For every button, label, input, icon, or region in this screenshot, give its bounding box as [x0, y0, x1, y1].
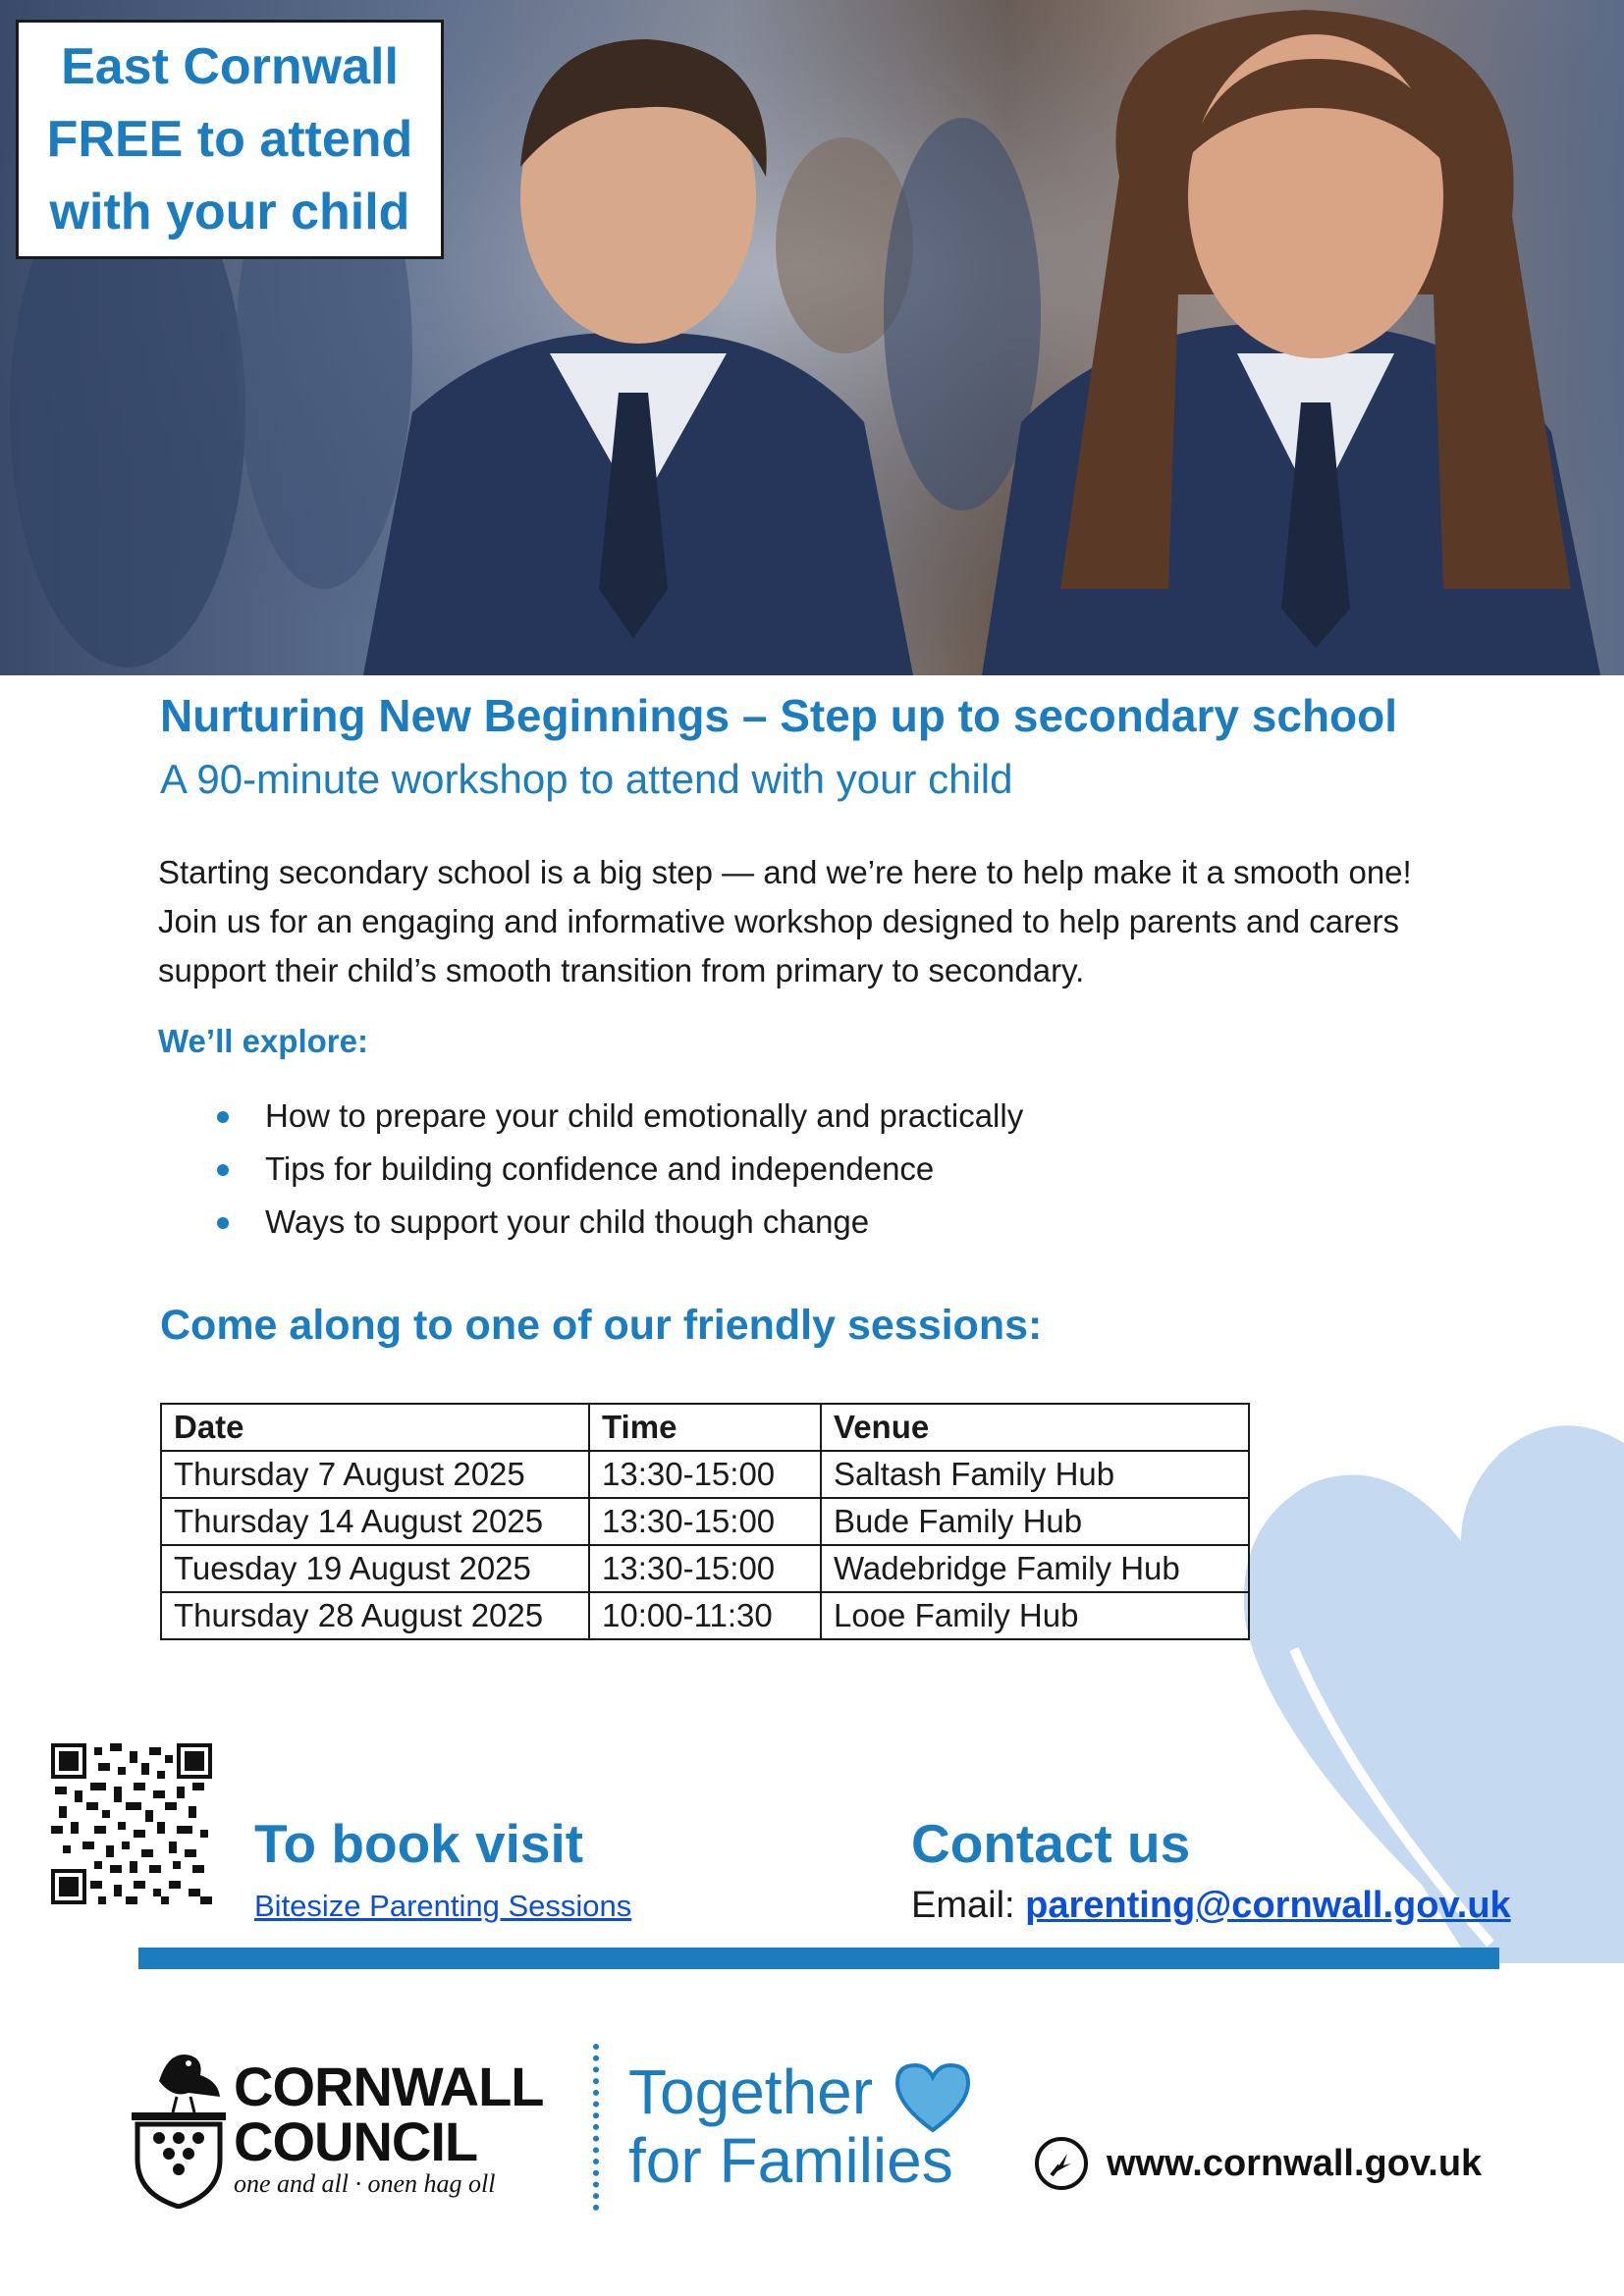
contact-email-line [911, 1885, 1511, 1927]
footer-dotted-divider [593, 2044, 605, 2211]
decorative-heart-icon [1235, 1414, 1624, 1963]
cell-date: Thursday 14 August 2025 [161, 1498, 589, 1545]
cell-time: 13:30-15:00 [589, 1498, 821, 1545]
free-attend-badge [16, 20, 444, 259]
website-url[interactable]: www.cornwall.gov.uk [1107, 2142, 1483, 2184]
list-item [158, 1196, 1023, 1249]
badge-line-3: with your child [49, 184, 410, 240]
list-item-text: How to prepare your child emotionally and practically [265, 1097, 1024, 1134]
council-motto: one and all · onen hag oll [234, 2169, 496, 2198]
header-date: Date [161, 1404, 589, 1451]
intro-line-1: Starting secondary school is a big step — and we’re here to help make it a smooth one! [158, 854, 1412, 890]
table-row [161, 1498, 1249, 1545]
divider-bar [138, 1948, 1499, 1969]
cell-date: Tuesday 19 August 2025 [161, 1545, 589, 1592]
council-name-line-2: COUNCIL [234, 2110, 478, 2172]
cell-venue: Looe Family Hub [821, 1592, 1249, 1639]
bullet-icon [217, 1111, 229, 1123]
explore-list [158, 1090, 1023, 1249]
intro-line-2: Join us for an engaging and informative workshop designed to help parents and carers [158, 903, 1399, 939]
hero-photo [0, 0, 1624, 675]
cell-time: 13:30-15:00 [589, 1545, 821, 1592]
table-row [161, 1451, 1249, 1498]
cell-date: Thursday 7 August 2025 [161, 1451, 589, 1498]
cell-venue: Wadebridge Family Hub [821, 1545, 1249, 1592]
list-item [158, 1090, 1023, 1143]
heart-icon [893, 2061, 972, 2134]
page-title: Nurturing New Beginnings – Step up to secondary school [160, 690, 1398, 741]
badge-line-1: East Cornwall [61, 38, 399, 95]
list-item-text: Tips for building confidence and independence [265, 1150, 935, 1187]
email-label: Email: [911, 1885, 1015, 1926]
cell-venue: Bude Family Hub [821, 1498, 1249, 1545]
intro-line-3: support their child’s smooth transition from primary to secondary. [158, 952, 1085, 988]
contact-heading: Contact us [911, 1813, 1191, 1874]
explore-heading: We’ll explore: [158, 1023, 368, 1059]
together-line-1: Together [628, 2056, 874, 2127]
cell-venue: Saltash Family Hub [821, 1451, 1249, 1498]
table-row [161, 1545, 1249, 1592]
header-time: Time [589, 1404, 821, 1451]
qr-code-icon[interactable] [51, 1743, 212, 1904]
badge-line-2: FREE to attend [46, 111, 413, 168]
page-subtitle: A 90-minute workshop to attend with your child [160, 756, 1013, 802]
together-line-2: for Families [628, 2125, 953, 2196]
cell-time: 10:00-11:30 [589, 1592, 821, 1639]
header-venue: Venue [821, 1404, 1249, 1451]
intro-paragraph [158, 848, 1533, 995]
list-item [158, 1143, 1023, 1196]
cornwall-council-crest-icon [130, 2042, 228, 2209]
cell-date: Thursday 28 August 2025 [161, 1592, 589, 1639]
booking-heading: To book visit [254, 1813, 584, 1874]
council-name-line-1: CORNWALL [234, 2056, 544, 2117]
bullet-icon [217, 1217, 229, 1229]
cursor-click-icon [1034, 2136, 1089, 2191]
council-name [234, 2056, 544, 2172]
email-link[interactable]: parenting@cornwall.gov.uk [1025, 1885, 1511, 1926]
website[interactable] [1034, 2136, 1482, 2191]
list-item-text: Ways to support your child though change [265, 1203, 870, 1240]
sessions-table [160, 1403, 1250, 1640]
sessions-heading: Come along to one of our friendly sessions: [160, 1302, 1043, 1349]
cell-time: 13:30-15:00 [589, 1451, 821, 1498]
bullet-icon [217, 1164, 229, 1176]
table-row [161, 1592, 1249, 1639]
booking-link[interactable]: Bitesize Parenting Sessions [254, 1889, 632, 1923]
table-header-row [161, 1404, 1249, 1451]
